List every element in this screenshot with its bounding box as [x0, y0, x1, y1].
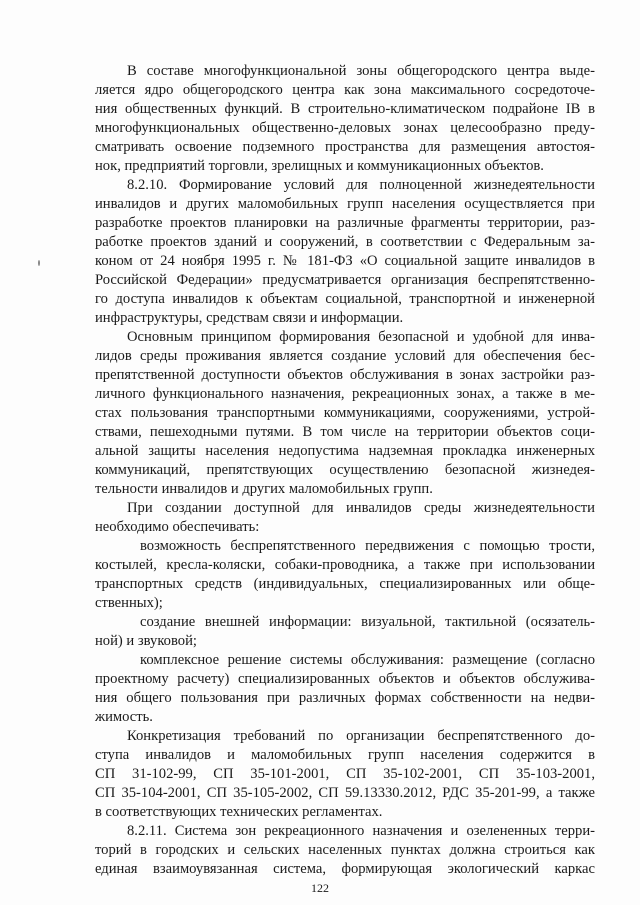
text-line: СП 35-104-2001, СП 35-105-2002, СП 59.13330.2012, РДС 35-201-99, а также [95, 785, 595, 801]
text-line: комплексное решение системы обслуживания: размещение (согласно [140, 652, 595, 668]
text-line: 8.2.10. Формирование условий для полноценной жизнедеятельности [127, 177, 595, 193]
text-line: ляется ядро общегородского центра как зона максимального сосредоточе- [95, 82, 595, 98]
text-line: стах пользования транспортными коммуникациями, сооружениями, устрой- [95, 405, 595, 421]
text-line: Конкретизация требований по организации беспрепятственного до- [127, 728, 595, 744]
text-line: СП 31-102-99, СП 35-101-2001, СП 35-102-2001, СП 35-103-2001, [95, 766, 595, 782]
text-line: ной) и звуковой; [95, 633, 197, 649]
text-line: Российской Федерации» предусматривается организация беспрепятственно- [95, 272, 595, 288]
text-line: торий в городских и сельских населенных пунктах должна строиться как [95, 842, 595, 858]
text-line: ственных); [95, 595, 163, 611]
text-line: личного функционального назначения, рекреационных зонах, а также в ме- [95, 386, 595, 402]
text-line: сматривать освоение подземного пространства для размещения автостоя- [95, 139, 595, 155]
text-line: проектному расчету) специализированных объектов и объектов обслужива- [95, 671, 595, 687]
scan-speck [38, 260, 40, 266]
text-line: многофункциональных общественно-деловых зонах целесообразно преду- [95, 120, 595, 136]
text-line: лидов среды проживания является создание условий для обеспечения бес- [95, 348, 595, 364]
text-line: 8.2.11. Система зон рекреационного назначения и озелененных терри- [127, 823, 595, 839]
text-line: Основным принципом формирования безопасной и удобной для инва- [127, 329, 595, 345]
text-line: костылей, кресла-коляски, собаки-проводника, а также при использовании [95, 557, 595, 573]
text-line: ступа инвалидов и маломобильных групп населения содержится в [95, 747, 595, 763]
text-line: ствами, пешеходными путями. В том числе на территории объектов соци- [95, 424, 595, 440]
text-line: возможность беспрепятственного передвижения с помощью трости, [140, 538, 595, 554]
text-line: ния общественных функций. В строительно-климатическом подрайоне IB в [95, 101, 595, 117]
text-line: инвалидов и других маломобильных групп населения осуществляется при [95, 196, 595, 212]
text-line: В составе многофункциональной зоны общегородского центра выде- [127, 63, 595, 79]
page-number: 122 [311, 881, 329, 895]
text-line: коммуникаций, препятствующих осуществлению безопасной жизнедея- [95, 462, 595, 478]
text-line: в соответствующих технических регламентах. [95, 804, 383, 820]
text-line: При создании доступной для инвалидов среды жизнедеятельности [127, 500, 595, 516]
text-line: го доступа инвалидов к объектам социальной, транспортной и инженерной [95, 291, 595, 307]
text-line: необходимо обеспечивать: [95, 519, 260, 535]
text-line: препятственной доступности объектов обслуживания в зонах застройки раз- [95, 367, 595, 383]
text-line: коном от 24 ноября 1995 г. № 181-ФЗ «О социальной защите инвалидов в [95, 253, 595, 269]
text-line: тельности инвалидов и других маломобильных групп. [95, 481, 433, 497]
text-line: инфраструктуры, средствам связи и информации. [95, 310, 404, 326]
text-line: нок, предприятий торговли, зрелищных и коммуникационных объектов. [95, 158, 544, 174]
text-line: транспортных средств (индивидуальных, специализированных или обще- [95, 576, 595, 592]
text-line: жимость. [95, 709, 153, 725]
text-line: единая взаимоувязанная система, формирующая экологический каркас [95, 861, 595, 877]
text-line: альной защиты населения недопустима надземная прокладка инженерных [95, 443, 595, 459]
text-line: разработке проектов планировки на различные фрагменты территории, раз- [95, 215, 595, 231]
text-line: создание внешней информации: визуальной, тактильной (осязатель- [140, 614, 595, 630]
text-line: ния общего пользования при различных формах собственности на недви- [95, 690, 595, 706]
text-line: работке проектов зданий и сооружений, в соответствии с Федеральным за- [95, 234, 595, 250]
